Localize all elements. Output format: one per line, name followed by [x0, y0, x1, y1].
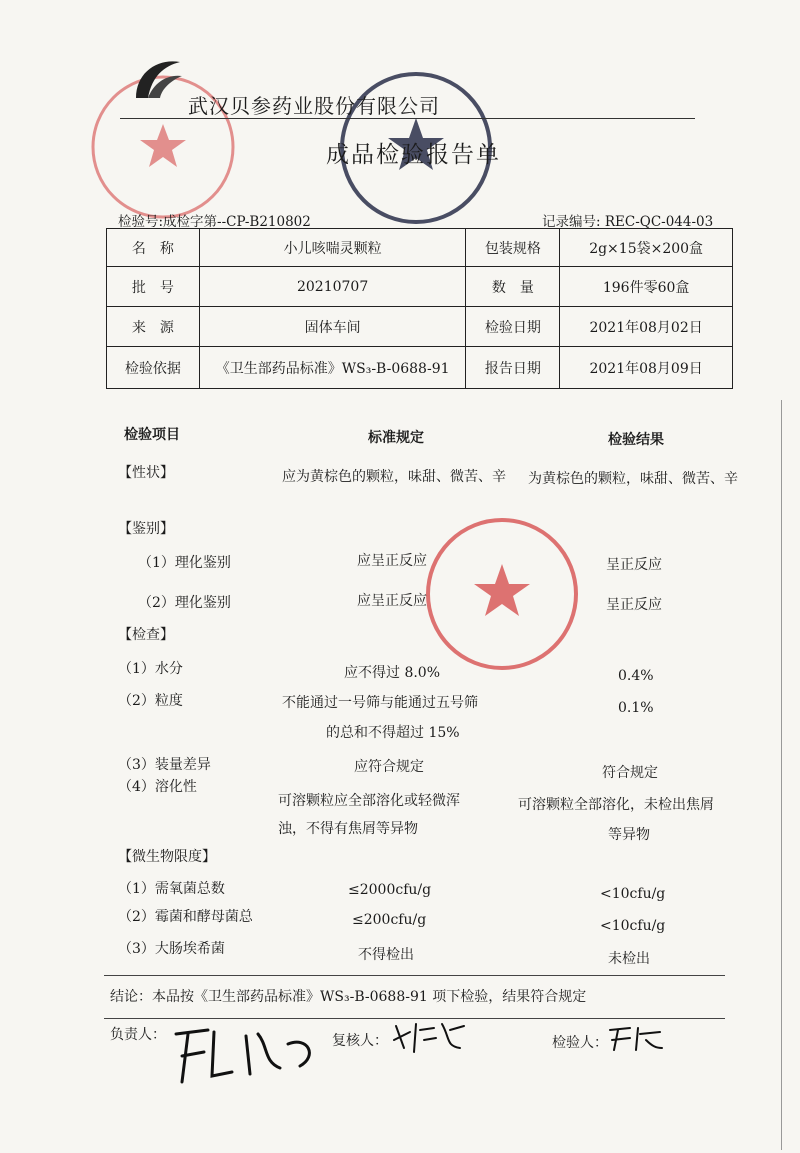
- pack-label: 包装规格: [466, 229, 560, 267]
- inspector-label: 检验人：: [552, 1035, 608, 1051]
- qty-value: 196件零60盒: [560, 267, 733, 307]
- scan-edge: [781, 400, 782, 1150]
- reviewer-signature: [390, 1018, 470, 1058]
- weight-result: 符合规定: [602, 765, 658, 781]
- red-seal-right: [422, 514, 582, 674]
- granule-result: 0.1%: [618, 700, 654, 716]
- weight-item: （3）装量差异: [118, 757, 211, 773]
- solubility-standard-1: 可溶颗粒应全部溶化或轻微浑: [278, 793, 460, 809]
- mold-result: <10cfu/g: [600, 918, 666, 934]
- solubility-item: （4）溶化性: [118, 779, 197, 795]
- conclusion-top-rule: [104, 975, 725, 976]
- ecoli-standard: 不得检出: [358, 947, 414, 963]
- solubility-result-2: 等异物: [608, 827, 650, 843]
- header-rule: [120, 118, 695, 119]
- section-inspection: 【检查】: [118, 627, 174, 643]
- granule-item: （2）粒度: [118, 693, 183, 709]
- report-title: 成品检验报告单: [326, 142, 501, 168]
- company-logo: [128, 52, 186, 104]
- moisture-standard: 应不得过 8.0%: [344, 665, 441, 681]
- pack-value: 2g×15袋×200盒: [560, 229, 733, 267]
- qty-label: 数 量: [466, 267, 560, 307]
- inspect-date-label: 检验日期: [466, 307, 560, 347]
- company-name: 武汉贝参药业股份有限公司: [188, 94, 440, 118]
- solubility-standard-2: 浊，不得有焦屑等异物: [278, 821, 418, 837]
- ident-res-2: 呈正反应: [606, 597, 662, 613]
- responsible-signature: [168, 1016, 328, 1096]
- ident-item-2: （2）理化鉴别: [138, 595, 231, 611]
- record-number: 记录编号: REC-QC-044-03: [542, 214, 714, 230]
- moisture-result: 0.4%: [618, 668, 654, 684]
- batch-value: 20210707: [199, 267, 466, 307]
- mold-standard: ≤200cfu/g: [352, 912, 427, 928]
- name-label: 名 称: [107, 229, 200, 267]
- ident-item-1: （1）理化鉴别: [138, 555, 231, 571]
- ident-res-1: 呈正反应: [606, 557, 662, 573]
- aerobic-item: （1）需氧菌总数: [118, 881, 225, 897]
- ecoli-item: （3）大肠埃希菌: [118, 941, 225, 957]
- ident-std-1: 应呈正反应: [357, 553, 427, 569]
- moisture-item: （1）水分: [118, 661, 183, 677]
- character-standard: 应为黄棕色的颗粒，味甜、微苦、辛: [282, 469, 506, 485]
- info-table: [106, 228, 733, 389]
- col-item-header: 检验项目: [124, 427, 180, 443]
- reviewer-label: 复核人：: [332, 1033, 388, 1049]
- inspector-signature: [606, 1024, 666, 1054]
- ident-std-2: 应呈正反应: [357, 593, 427, 609]
- col-result-header: 检验结果: [608, 432, 664, 448]
- source-label: 来 源: [107, 307, 200, 347]
- section-character: 【性状】: [118, 465, 174, 481]
- inspection-number: 检验号:成检字第--CP-B210802: [118, 214, 311, 230]
- report-date-label: 报告日期: [466, 347, 560, 389]
- granule-standard-1: 不能通过一号筛与能通过五号筛: [282, 695, 478, 711]
- source-value: 固体车间: [199, 307, 466, 347]
- basis-value: 《卫生部药品标准》WS₃-B-0688-91: [199, 347, 466, 389]
- col-standard-header: 标准规定: [368, 430, 424, 446]
- solubility-result-1: 可溶颗粒全部溶化，未检出焦屑: [518, 797, 714, 813]
- aerobic-result: <10cfu/g: [600, 886, 666, 902]
- conclusion-text: 结论：本品按《卫生部药品标准》WS₃-B-0688-91 项下检验，结果符合规定: [110, 989, 587, 1005]
- weight-standard: 应符合规定: [354, 759, 424, 775]
- responsible-label: 负责人：: [110, 1027, 166, 1043]
- ecoli-result: 未检出: [608, 951, 650, 967]
- batch-label: 批 号: [107, 267, 200, 307]
- section-identification: 【鉴别】: [118, 521, 174, 537]
- inspect-date-value: 2021年08月02日: [560, 307, 733, 347]
- name-value: 小儿咳喘灵颗粒: [199, 229, 466, 267]
- aerobic-standard: ≤2000cfu/g: [348, 882, 432, 898]
- character-result: 为黄棕色的颗粒，味甜、微苦、辛: [528, 471, 738, 487]
- mold-item: （2）霉菌和酵母菌总: [118, 909, 253, 925]
- report-date-value: 2021年08月09日: [560, 347, 733, 389]
- section-microbial: 【微生物限度】: [118, 849, 216, 865]
- basis-label: 检验依据: [107, 347, 200, 389]
- granule-standard-2: 的总和不得超过 15%: [326, 725, 460, 741]
